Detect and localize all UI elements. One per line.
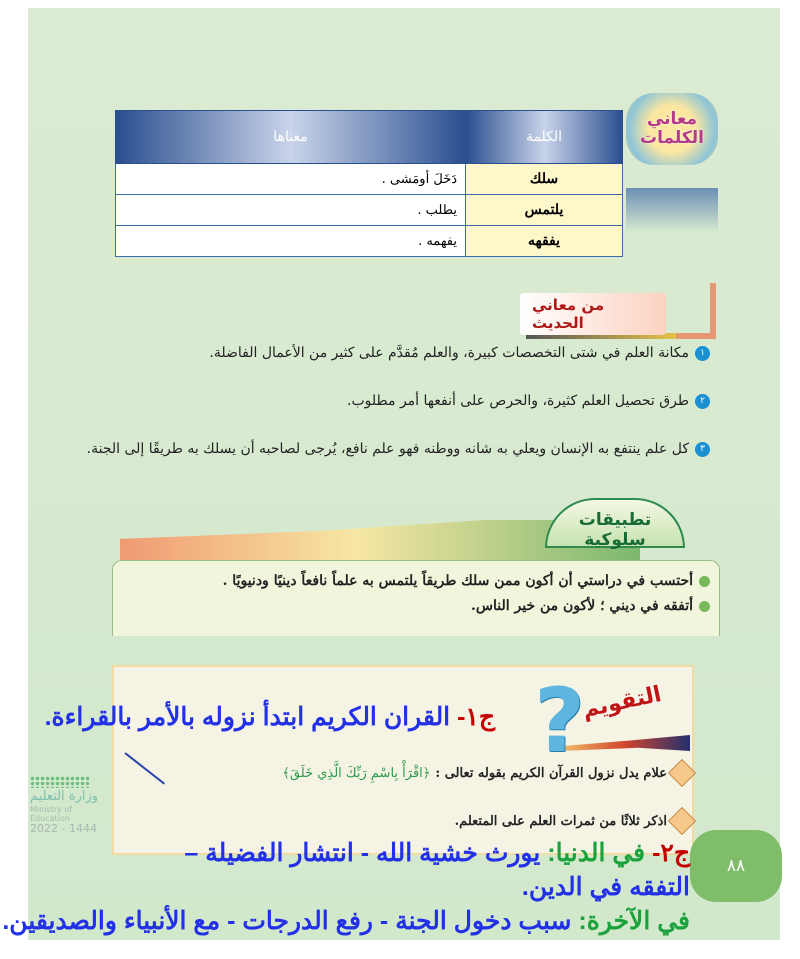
meaning: دَخَلَ أومَشى .	[116, 164, 466, 195]
bullet-icon	[699, 601, 710, 612]
word: يلتمس	[466, 195, 623, 226]
number-badge: ١	[695, 346, 710, 361]
answer-text: يورث خشية الله - انتشار الفضيلة –	[184, 839, 541, 867]
meaning: يطلب .	[116, 195, 466, 226]
table-row	[116, 164, 623, 195]
kufi-ornament-icon	[670, 283, 716, 339]
hadith-section-header	[520, 283, 716, 339]
list-item	[87, 441, 710, 457]
answer-text: سبب دخول الجنة - رفع الدرجات - مع الأنبياء والصديقين.	[2, 907, 572, 935]
header-meaning: معناها	[116, 111, 466, 164]
question-text: علام يدل نزول القرآن الكريم بقوله تعالى :	[435, 765, 667, 781]
answer-2-line1	[184, 838, 690, 868]
answer-text: القران الكريم ابتدأ نزوله بالأمر بالقراءة.	[44, 703, 451, 731]
answer-2-line2	[522, 872, 690, 902]
table-row	[116, 226, 623, 257]
vocab-table	[115, 110, 623, 257]
page-number: ٨٨	[690, 830, 782, 902]
word: يفقهه	[466, 226, 623, 257]
quran-verse: ﴿اقْرَأْ بِاسْمِ رَبِّكَ الَّذِي خَلَقَ﴾	[282, 765, 431, 781]
bullet-icon	[699, 576, 710, 587]
question-1	[282, 763, 692, 783]
logo-dots-icon	[30, 776, 90, 788]
item-text: مكانة العلم في شتى التخصصات كبيرة، والعلم مُقدَّم على كثير من الأعمال الفاضلة.	[209, 345, 689, 361]
applications-title: تطبيقات سلوكية	[545, 498, 685, 548]
item-text: أحتسب في دراستي أن أكون ممن سلك طريقاً يلتمس به علماً نافعاً دينيًا ودنيويًا .	[222, 573, 693, 589]
evaluation-title: التقويم	[580, 681, 664, 724]
logo-year: 2022 - 1444	[30, 822, 97, 836]
akhira-label: في الآخرة:	[578, 907, 690, 935]
logo-name: وزارة التعليم	[30, 789, 99, 804]
logo-name-en: Ministry of Education	[30, 804, 72, 824]
section-title: من معاني الحديث	[520, 293, 666, 335]
answer-text: التفقه في الدين.	[521, 873, 690, 901]
word: سلك	[466, 164, 623, 195]
question-mark-icon: ?	[534, 669, 586, 772]
item-text: كل علم ينتفع به الإنسان ويعلي به شانه ووطنه فهو علم نافع، يُرجى لصاحبه أن يسلك به طريقًا إلى الجنة.	[86, 441, 689, 457]
question-text: اذكر ثلاثًا من ثمرات العلم على المتعلم.	[454, 813, 667, 829]
question-2	[455, 811, 692, 831]
list-item	[209, 345, 710, 361]
list-item	[223, 573, 710, 589]
answer-2-line3	[2, 906, 690, 936]
header-word: الكلمة	[466, 111, 623, 164]
decorative-bar	[626, 188, 718, 232]
question-icon	[668, 759, 696, 787]
answer-1	[45, 702, 495, 732]
badge-line2: الكلمات	[640, 128, 704, 148]
answer-label: ج١-	[457, 703, 495, 731]
item-text: طرق تحصيل العلم كثيرة، والحرص على أنفعها أمر مطلوب.	[347, 393, 689, 409]
list-item	[347, 393, 710, 409]
meaning: يفهمه .	[116, 226, 466, 257]
question-icon	[668, 807, 696, 835]
item-text: أتفقه في ديني ؛ لأكون من خير الناس.	[471, 598, 693, 614]
badge-line1: معاني	[646, 109, 698, 129]
number-badge: ٢	[695, 394, 710, 409]
number-badge: ٣	[695, 442, 710, 457]
table-row	[116, 195, 623, 226]
answer-label: ج٢-	[652, 839, 690, 867]
word-meanings-badge	[626, 93, 718, 165]
ministry-logo	[30, 776, 110, 836]
list-item	[471, 598, 710, 614]
dunya-label: في الدنيا:	[547, 839, 646, 867]
